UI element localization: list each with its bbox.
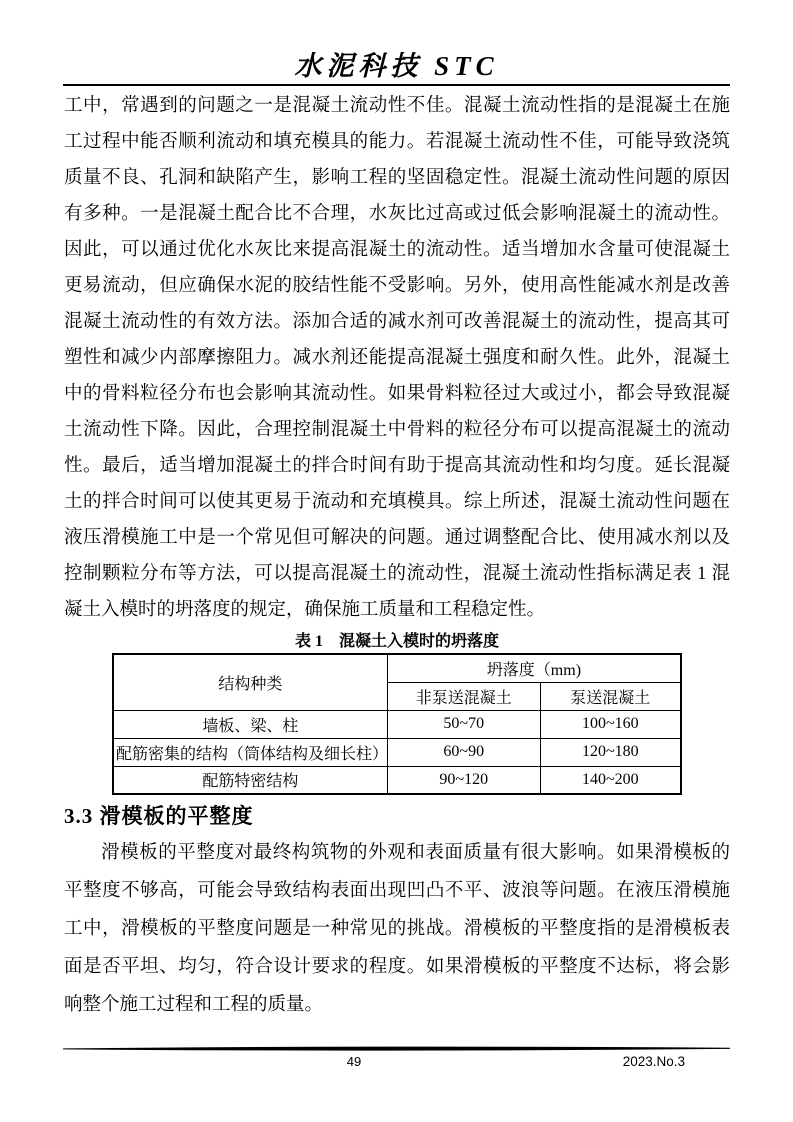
section-heading: 3.3 滑模板的平整度 <box>64 804 254 828</box>
table-cell-non-pumped: 60~90 <box>387 738 540 766</box>
table-cell-structure: 配筋密集的结构（筒体结构及细长柱） <box>113 738 387 766</box>
text-line: 滑模板的平整度对最终构筑物的外观和表面质量有很大影响。如果滑模板的 <box>101 843 730 863</box>
table-row <box>113 710 681 738</box>
table-header-row-1 <box>113 654 681 682</box>
table-row <box>113 766 681 794</box>
text-line: 响整个施工过程和工程的质量。 <box>64 995 324 1015</box>
text-line: 塑性和减少内部摩擦阻力。减水剂还能提高混凝土强度和耐久性。此外，混凝土 <box>64 348 730 368</box>
issue-number: 2023.No.3 <box>622 1054 685 1069</box>
text-line: 工过程中能否顺利流动和填充模具的能力。若混凝土流动性不佳，可能导致浇筑 <box>64 132 730 152</box>
body-paragraph-2 <box>64 834 730 1024</box>
text-line: 混凝土流动性的有效方法。添加合适的减水剂可改善混凝土的流动性，提高其可 <box>64 312 730 332</box>
header-rule <box>63 84 730 86</box>
table-row <box>113 738 681 766</box>
table-cell-structure: 墙板、梁、柱 <box>113 710 387 738</box>
table-cell-pumped: 100~160 <box>540 710 681 738</box>
body-paragraph-1 <box>64 88 730 628</box>
text-line: 工中，常遇到的问题之一是混凝土流动性不佳。混凝土流动性指的是混凝土在施 <box>64 96 730 116</box>
text-line: 土的拌合时间可以使其更易于流动和充填模具。综上所述，混凝土流动性问题在 <box>64 492 730 512</box>
text-line: 土流动性下降。因此，合理控制混凝土中骨料的粒径分布可以提高混凝土的流动 <box>64 420 730 440</box>
table-caption: 表 1 混凝土入模时的坍落度 <box>294 633 499 650</box>
text-line: 中的骨料粒径分布也会影响其流动性。如果骨料粒径过大或过小，都会导致混凝 <box>64 384 730 404</box>
text-line: 更易流动，但应确保水泥的胶结性能不受影响。另外，使用高性能减水剂是改善 <box>64 276 730 296</box>
table-header-slump-group: 坍落度（mm) <box>387 654 681 682</box>
table-cell-structure: 配筋特密结构 <box>113 766 387 794</box>
text-line: 因此，可以通过优化水灰比来提高混凝土的流动性。适当增加水含量可使混凝土 <box>64 240 730 260</box>
table-header-pumped: 泵送混凝土 <box>540 682 681 710</box>
table-cell-non-pumped: 90~120 <box>387 766 540 794</box>
table-cell-non-pumped: 50~70 <box>387 710 540 738</box>
journal-title: 水泥科技 STC <box>294 51 499 81</box>
table-cell-pumped: 140~200 <box>540 766 681 794</box>
footer-rule <box>63 1045 730 1053</box>
text-line: 平整度不够高，可能会导致结构表面出现凹凸不平、波浪等问题。在液压滑模施 <box>64 881 730 901</box>
table-header-structure: 结构种类 <box>113 654 387 710</box>
table-cell-pumped: 120~180 <box>540 738 681 766</box>
text-line: 有多种。一是混凝土配合比不合理，水灰比过高或过低会影响混凝土的流动性。 <box>64 204 730 224</box>
page-number: 49 <box>346 1054 362 1069</box>
text-line: 性。最后，适当增加混凝土的拌合时间有助于提高其流动性和均匀度。延长混凝 <box>64 456 730 476</box>
table-header-non-pumped: 非泵送混凝土 <box>387 682 540 710</box>
text-line: 工中，滑模板的平整度问题是一种常见的挑战。滑模板的平整度指的是滑模板表 <box>64 919 730 939</box>
slump-table <box>112 653 682 795</box>
text-line: 液压滑模施工中是一个常见但可解决的问题。通过调整配合比、使用减水剂以及 <box>64 528 730 548</box>
text-line: 面是否平坦、均匀，符合设计要求的程度。如果滑模板的平整度不达标，将会影 <box>64 957 730 977</box>
text-line: 凝土入模时的坍落度的规定，确保施工质量和工程稳定性。 <box>64 600 546 620</box>
text-line: 质量不良、孔洞和缺陷产生，影响工程的坚固稳定性。混凝土流动性问题的原因 <box>64 168 730 188</box>
text-line: 控制颗粒分布等方法，可以提高混凝土的流动性，混凝土流动性指标满足表 1 混 <box>64 564 730 584</box>
